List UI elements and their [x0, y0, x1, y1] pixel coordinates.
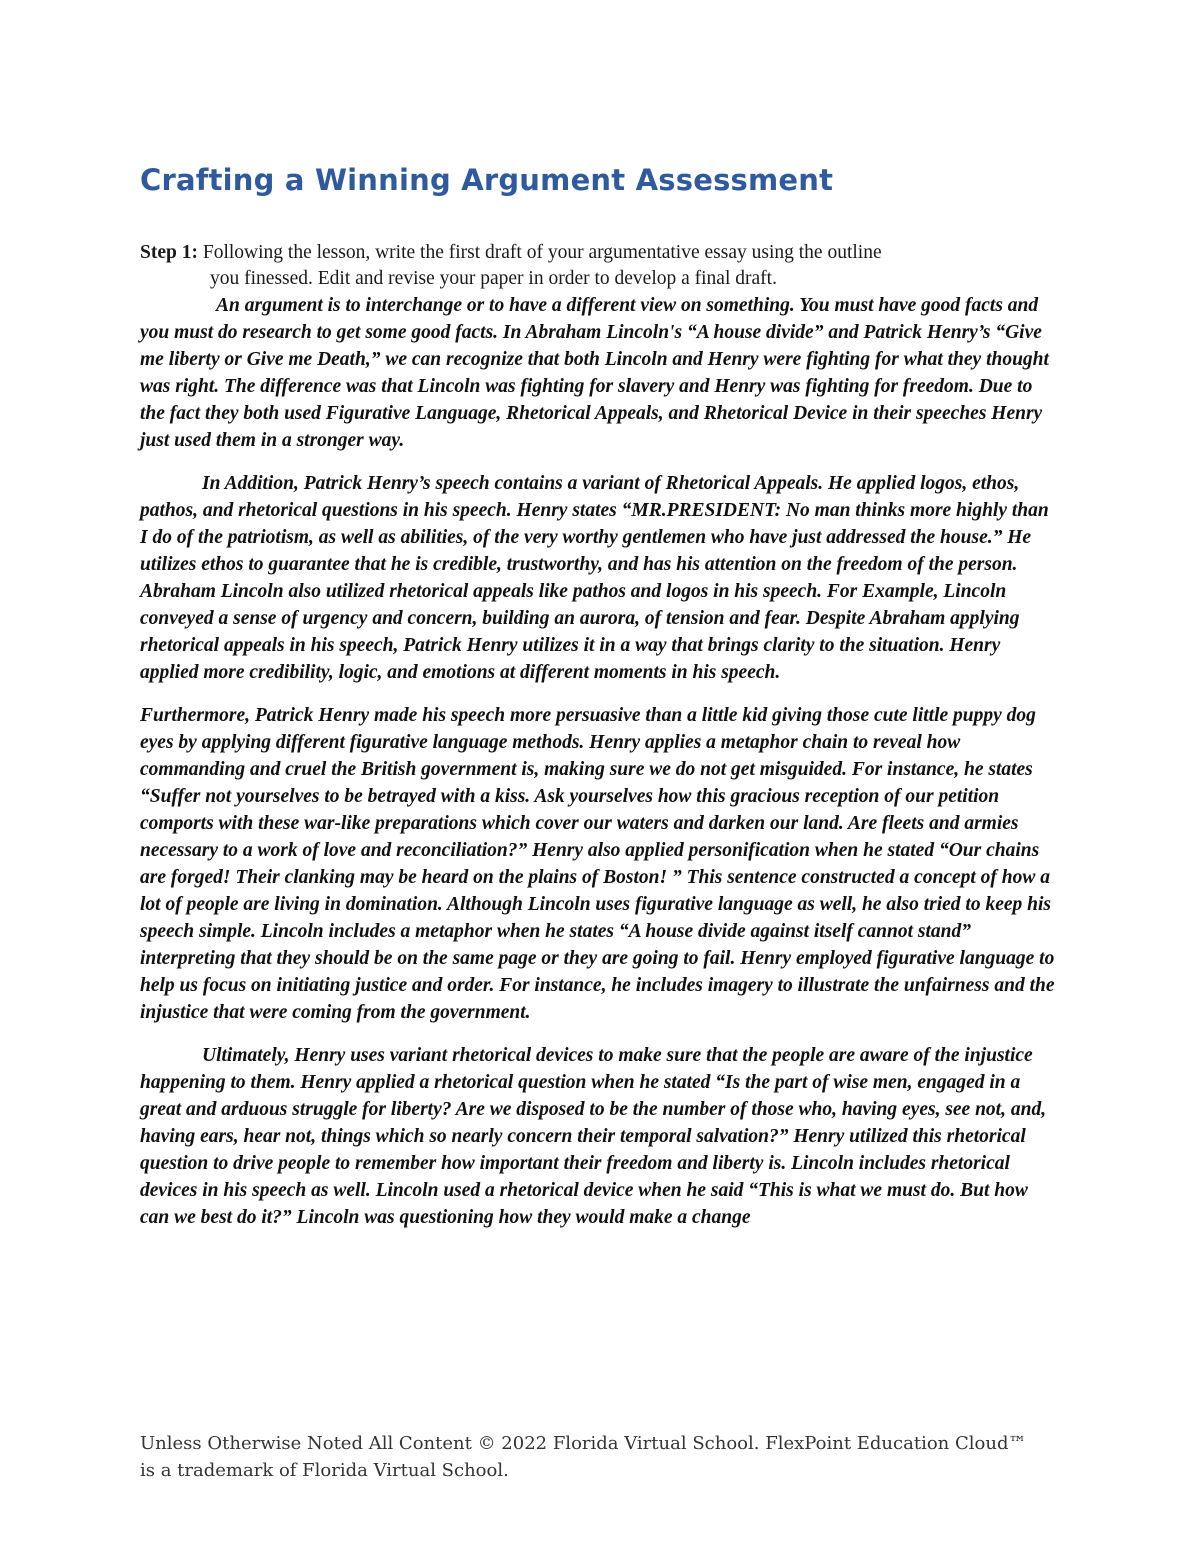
essay-paragraph-figurative: Furthermore, Patrick Henry made his speech more persuasive than a little kid giving those cute little puppy dog eyes by applying different figurative language methods. Henry applies a metaphor chain to reveal how commanding and cruel the British government is, making sure we do not get misguided. For instance, he states “Suffer not yourselves to be betrayed with a kiss. Ask yourselves how this gracious reception of our petition comports with these war-like preparations which cover our waters and darken our land. Are fleets and armies necessary to a work of love and reconciliation?” Henry also applied personification when he stated “Our chains are forged! Their clanking may be heard on the plains of Boston! ” This sentence constructed a concept of how a lot of people are living in domination. Although Lincoln uses figurative language as well, he also tried to keep his speech simple. Lincoln includes a metaphor when he states “A house divide against itself cannot stand” interpreting that they should be on the same page or they are going to fail. Henry employed figurative language to help us focus on initiating justice and order. For instance, he includes imagery to illustrate the unfairness and the injustice that were coming from the government.	[140, 705, 1055, 1023]
essay-body	[140, 292, 1060, 1247]
step-label: Step 1:	[140, 242, 198, 263]
essay-paragraph-intro: An argument is to interchange or to have a different view on something. You must have good facts and you must do research to get some good facts. In Abraham Lincoln's “A house divide” and Patrick Henry’s “Give me liberty or Give me Death,” we can recognize that both Lincoln and Henry were fighting for what they thought was right. The difference was that Lincoln was fighting for slavery and Henry was fighting for freedom. Due to the fact they both used Figurative Language, Rhetorical Appeals, and Rhetorical Device in their speeches Henry just used them in a stronger way.	[140, 295, 1049, 451]
essay-paragraph-appeals: In Addition, Patrick Henry’s speech contains a variant of Rhetorical Appeals. He applied logos, ethos, pathos, and rhetorical questions in his speech. Henry states “MR.PRESIDENT: No man thinks more highly than I do of the patriotism, as well as abilities, of the very worthy gentlemen who have just addressed the house.” He utilizes ethos to guarantee that he is credible, trustworthy, and has his attention on the freedom of the person. Abraham Lincoln also utilized rhetorical appeals like pathos and logos in his speech. For Example, Lincoln conveyed a sense of urgency and concern, building an aurora, of tension and fear. Despite Abraham applying rhetorical appeals in his speech, Patrick Henry utilizes it in a way that brings clarity to the situation. Henry applied more credibility, logic, and emotions at different moments in his speech.	[140, 473, 1049, 683]
step-text-line2: you finessed. Edit and revise your paper in order to develop a final draft.	[210, 268, 777, 289]
step-text-line1: Following the lesson, write the first draft of your argumentative essay using the outline	[197, 242, 882, 263]
step-instructions	[140, 240, 1060, 292]
page-title: Crafting a Winning Argument Assessment	[140, 163, 834, 197]
copyright-footer: Unless Otherwise Noted All Content © 2022 Florida Virtual School. FlexPoint Education Cloud™ is a trademark of Florida Virtual School.	[140, 1433, 1027, 1481]
essay-paragraph-devices: Ultimately, Henry uses variant rhetorical devices to make sure that the people are aware of the injustice happening to them. Henry applied a rhetorical question when he stated “Is the part of wise men, engaged in a great and arduous struggle for liberty? Are we disposed to be the number of those who, having eyes, see not, and, having ears, hear not, things which so nearly concern their temporal salvation?” Henry utilized this rhetorical question to drive people to remember how important their freedom and liberty is. Lincoln includes rhetorical devices in his speech as well. Lincoln used a rhetorical device when he said “This is what we must do. But how can we best do it?” Lincoln was questioning how they would make a change	[140, 1045, 1047, 1228]
